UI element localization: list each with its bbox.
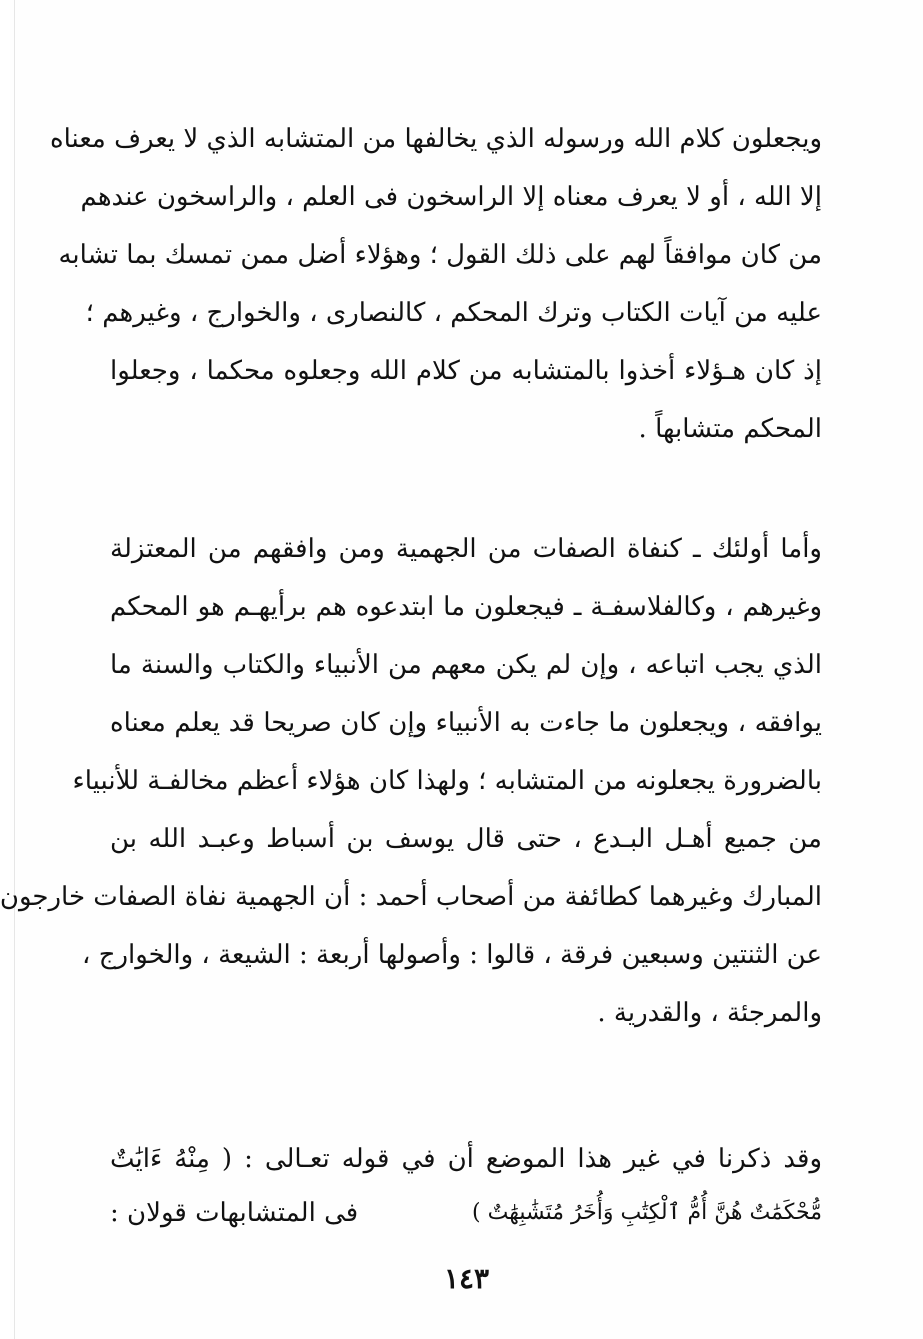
page-number: ١٤٣: [443, 1262, 490, 1295]
text-line: وغيرهم ، وكالفلاسفـة ـ فيجعلون ما ابتدعوه هم برأيهـم هو المحكم: [110, 592, 822, 622]
text-line: الذي يجب اتباعه ، وإن لم يكن معهم من الأنبياء والكتاب والسنة ما: [110, 650, 822, 680]
text-line-tail: فى المتشابهات قولان :: [110, 1198, 359, 1228]
text-line: المبارك وغيرهما كطائفة من أصحاب أحمد : أن الجهمية نفاة الصفات خارجون: [0, 882, 822, 912]
text-line: ويجعلون كلام الله ورسوله الذي يخالفها من المتشابه الذي لا يعرف معناه: [49, 124, 822, 154]
paragraph-1: [49, 110, 822, 458]
text-line: والمرجئة ، والقدرية .: [597, 998, 822, 1028]
verse-line: [110, 1188, 822, 1238]
text-line: بالضرورة يجعلونه من المتشابه ؛ ولهذا كان هؤلاء أعظم مخالفـة للأنبياء: [72, 766, 822, 796]
page-edge-line: [14, 0, 15, 1339]
text-line: من كان موافقاً لهم على ذلك القول ؛ وهؤلاء أضل ممن تمسك بما تشابه: [58, 240, 822, 270]
text-line: من جميع أهـل البـدع ، حتى قال يوسف بن أسباط وعبـد الله بن: [110, 824, 822, 854]
text-line: يوافقه ، ويجعلون ما جاءت به الأنبياء وإن كان صريحا قد يعلم معناه: [110, 708, 822, 738]
text-line: المحكم متشابهاً .: [638, 414, 822, 444]
paragraph-2: [0, 520, 822, 1042]
text-line: عليه من آيات الكتاب وترك المحكم ، كالنصارى ، والخوارج ، وغيرهم ؛: [85, 298, 822, 328]
text-line: عن الثنتين وسبعين فرقة ، قالوا : وأصولها أربعة : الشيعة ، والخوارج ،: [82, 940, 822, 970]
quran-verse: مُّحْكَمَٰتٌ هُنَّ أُمُّ ٱلْكِتَٰبِ وَأُخَرُ مُتَشَٰبِهَٰتٌ ): [472, 1200, 822, 1225]
paragraph-3: [110, 1130, 822, 1238]
text-line: وقد ذكرنا في غير هذا الموضع أن في قوله تعـالى : ( مِنْهُ ءَايَٰتٌ: [110, 1144, 822, 1174]
text-line: وأما أولئك ـ كنفاة الصفات من الجهمية ومن وافقهم من المعتزلة: [110, 534, 822, 564]
text-line: إذ كان هـؤلاء أخذوا بالمتشابه من كلام الله وجعلوه محكما ، وجعلوا: [110, 356, 822, 386]
text-line: إلا الله ، أو لا يعرف معناه إلا الراسخون فى العلم ، والراسخون عندهم: [80, 182, 822, 212]
